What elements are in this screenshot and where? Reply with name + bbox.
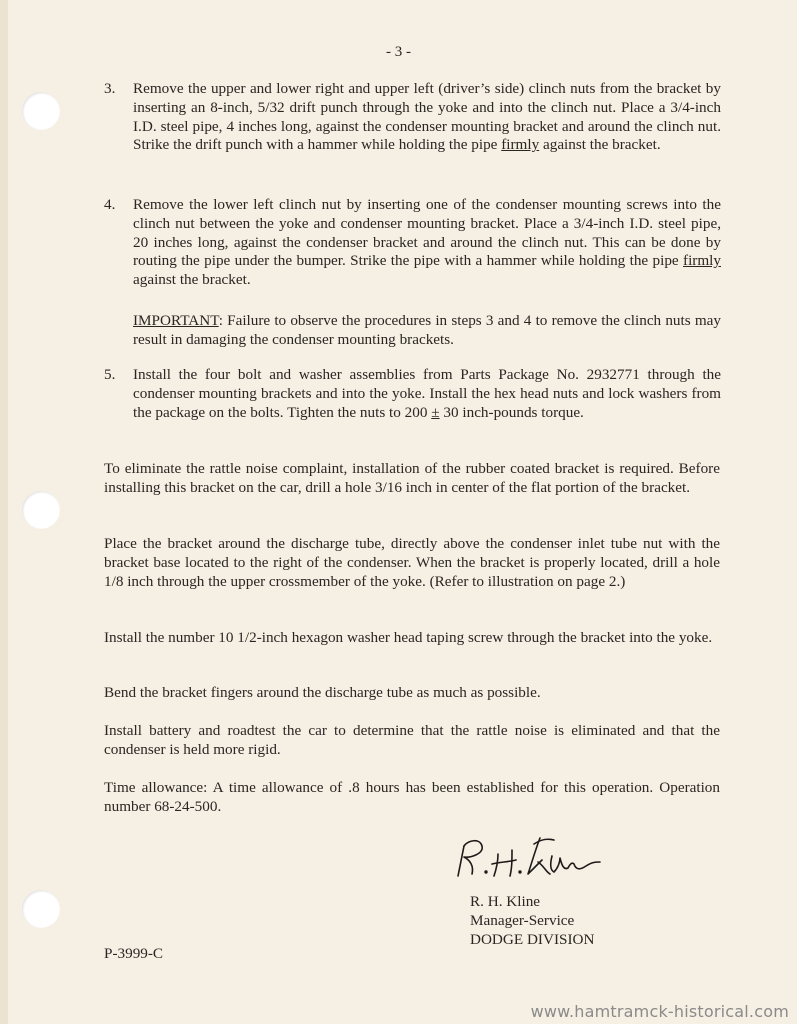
paragraph-placement: Place the bracket around the discharge tube, directly above the condenser inlet tube nut with the bracket base located to the right of the condenser. When the bracket is properly located, drill a hole 1/8 inch through the upper crossmember of the yoke. (Refer to illustration on page 2.) [104, 535, 720, 590]
step-4-text [133, 196, 721, 290]
step-3-text [133, 80, 721, 155]
binder-hole-middle [22, 491, 60, 529]
step-3-post: against the bracket. [542, 136, 661, 154]
paragraph-roadtest: Install battery and roadtest the car to determine that the rattle noise is eliminated and that the condenser is held more rigid. [104, 722, 720, 758]
step-5-pre: Install the four bolt and washer assemblies from Parts Package No. 2932771 through the condenser mounting brackets and into the yoke. Install the hex head nuts and lock washers from the package on the bolts. Tighten the nuts to 200 [133, 366, 721, 421]
step-4-emphasis: firmly [683, 252, 721, 270]
important-text: : Failure to observe the procedures in steps 3 and 4 to remove the clinch nuts may result in damaging the condenser mounting brackets. [133, 312, 721, 348]
paper-edge [0, 0, 8, 1024]
paragraph-time-allowance: Time allowance: A time allowance of .8 hours has been established for this operation. Operation number 68-24-500. [104, 779, 720, 815]
step-5-post: 30 inch-pounds torque. [443, 403, 584, 421]
signer-title: Manager-Service [470, 912, 575, 929]
step-number: 4. [104, 196, 116, 213]
handwritten-signature [446, 826, 606, 886]
binder-hole-top [22, 92, 60, 130]
paragraph-rattle: To eliminate the rattle noise complaint, installation of the rubber coated bracket is required. Before installing this bracket on the car, drill a hole 3/16 inch in center of the flat portion of the bracket. [104, 460, 720, 496]
step-5-plusminus: ± [431, 403, 440, 421]
step-number: 5. [104, 366, 116, 383]
binder-hole-bottom [22, 890, 60, 928]
paragraph-bend: Bend the bracket fingers around the discharge tube as much as possible. [104, 684, 541, 701]
important-note [133, 312, 721, 350]
step-4-pre: Remove the lower left clinch nut by inserting one of the condenser mounting screws into the clinch nut between the yoke and condenser mounting bracket. Place a 3/4-inch I.D. steel pipe, 20 inches long, against the condenser bracket and around the clinch nut. This can be done by routing the pipe under the bumper. Strike the pipe with a hammer while holding the pipe [133, 196, 721, 270]
step-5-text [133, 366, 721, 422]
signer-name: R. H. Kline [470, 893, 541, 910]
step-4-post: against the bracket. [133, 271, 251, 289]
step-number: 3. [104, 80, 116, 97]
step-3-emphasis: firmly [501, 136, 540, 154]
paragraph-screw: Install the number 10 1/2-inch hexagon washer head taping screw through the bracket into the yoke. [104, 629, 713, 646]
important-label: IMPORTANT [133, 312, 219, 329]
step-3-pre: Remove the upper and lower right and upper left (driver’s side) clinch nuts from the bracket by inserting an 8-inch, 5/32 drift punch through the yoke and into the clinch nut. Place a 3/4-inch I.D. steel pipe, 4 inches long, against the condenser mounting bracket and around the clinch nut. Strike the drift punch with a hammer while holding the pipe [133, 80, 721, 154]
form-code: P-3999-C [104, 945, 164, 962]
watermark: www.hamtramck-historical.com [530, 1002, 789, 1021]
page-number: - 3 - [386, 44, 411, 60]
signer-division: DODGE DIVISION [470, 931, 595, 948]
